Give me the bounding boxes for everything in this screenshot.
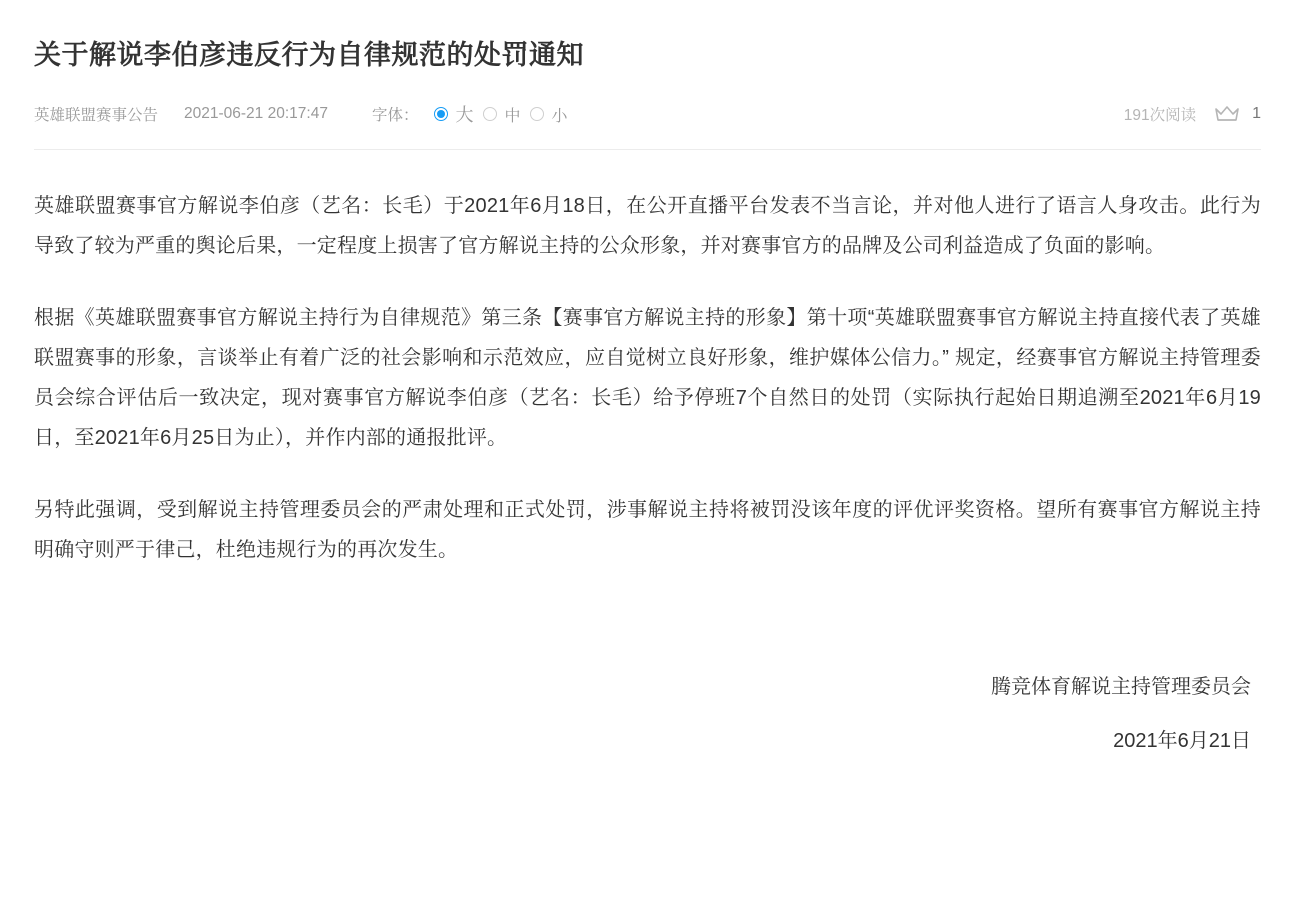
font-size-option-small[interactable] — [530, 103, 567, 126]
header-divider — [34, 149, 1261, 150]
crown-count: 1 — [1252, 105, 1261, 123]
article-paragraph-3: 另特此强调，受到解说主持管理委员会的严肃处理和正式处罚，涉事解说主持将被罚没该年度的评优评奖资格。望所有赛事官方解说主持明确守则严于律己，杜绝违规行为的再次发生。 — [34, 499, 1261, 562]
font-size-option-medium-label: 中 — [504, 107, 521, 125]
font-size-option-medium[interactable] — [483, 103, 520, 126]
font-size-control — [372, 101, 568, 127]
font-size-label: 字体： — [371, 107, 419, 125]
crown-icon[interactable] — [1214, 104, 1240, 124]
signature-organization: 腾竞体育解说主持管理委员会 — [991, 676, 1251, 699]
page-title: 关于解说李伯彦违反行为自律规范的处罚通知 — [34, 40, 584, 70]
article-meta-bar — [34, 101, 1261, 127]
radio-icon-small[interactable] — [530, 107, 544, 121]
font-size-option-large[interactable] — [434, 101, 473, 127]
signature-date: 2021年6月21日 — [1113, 730, 1251, 753]
article-paragraph-1: 英雄联盟赛事官方解说李伯彦（艺名：长毛）于2021年6月18日，在公开直播平台发表不当言论，并对他人进行了语言人身攻击。此行为导致了较为严重的舆论后果，一定程度上损害了官方解说主持的公众形象，并对赛事官方的品牌及公司利益造成了负面的影响。 — [34, 195, 1261, 258]
article-paragraph-2: 根据《英雄联盟赛事官方解说主持行为自律规范》第三条【赛事官方解说主持的形象】第十项“英雄联盟赛事官方解说主持直接代表了英雄联盟赛事的形象，言谈举止有着广泛的社会影响和示范效应，应自觉树立良好形象，维护媒体公信力。” 规定，经赛事官方解说主持管理委员会综合评估后一致决定，现对赛事官方解说李伯彦（艺名：长毛）给予停班7个自然日的处罚（实际执行起始日期追溯至2021年6月19日，至2021年6月25日为止），并作内部的通报批评。 — [34, 307, 1261, 450]
article-stats — [1124, 103, 1261, 125]
font-size-option-small-label: 小 — [551, 107, 568, 125]
radio-icon-large[interactable] — [434, 107, 448, 121]
article-date: 2021-06-21 20:17:47 — [184, 105, 328, 123]
radio-icon-medium[interactable] — [483, 107, 497, 121]
font-size-option-large-label: 大 — [455, 105, 474, 126]
article-signature — [34, 660, 1261, 768]
article-body — [34, 186, 1261, 570]
read-count: 191次阅读 — [1123, 107, 1197, 125]
article-source: 英雄联盟赛事公告 — [34, 107, 159, 125]
